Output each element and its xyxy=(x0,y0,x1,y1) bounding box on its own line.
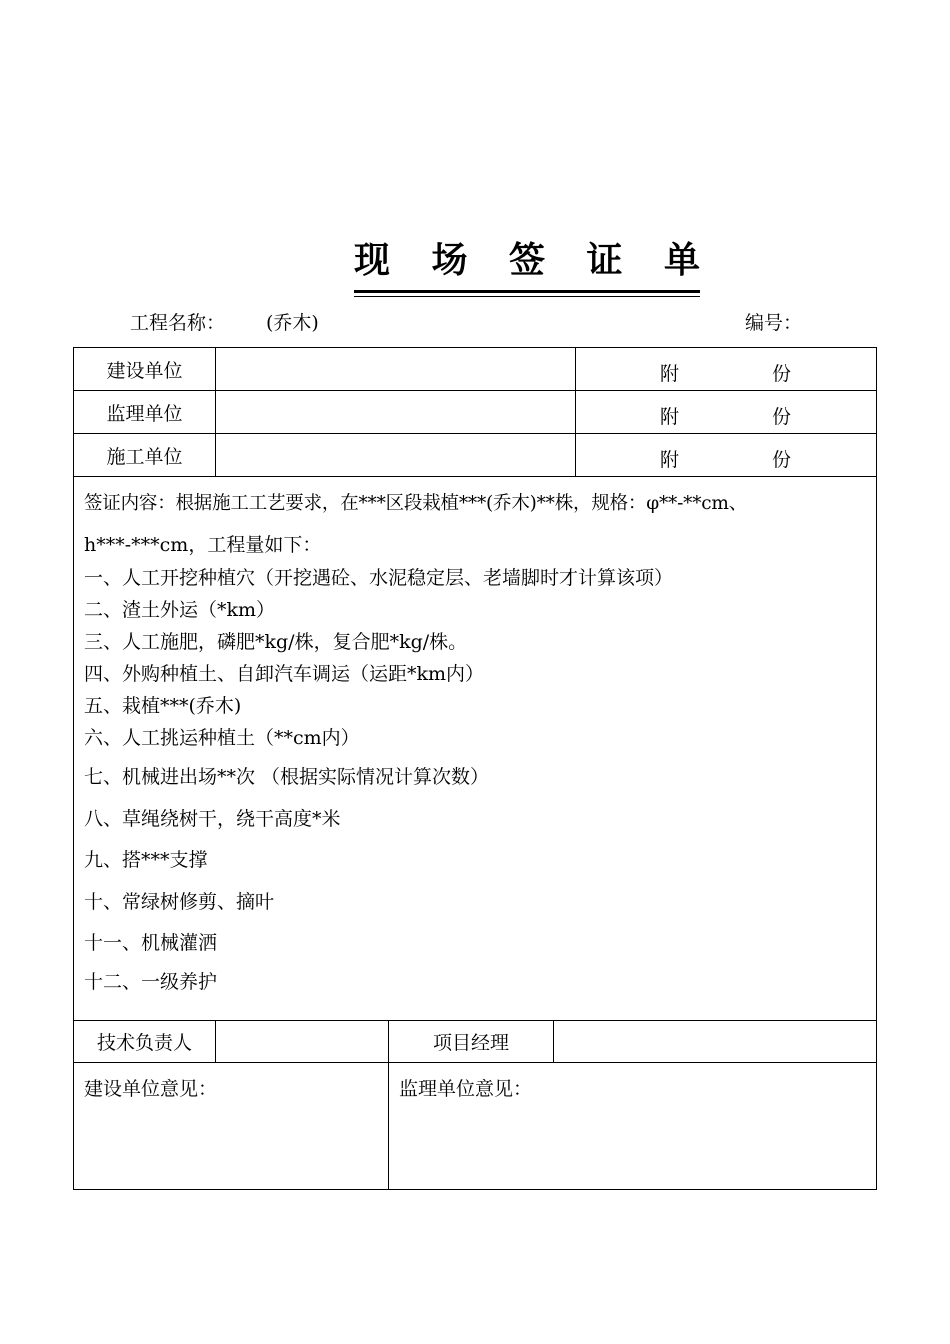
content-intro: h***-***cm，工程量如下： xyxy=(84,534,322,556)
contractor-unit-field[interactable] xyxy=(216,434,575,476)
number-label: 编号： xyxy=(745,312,803,334)
work-item: 二、渣土外运（*km） xyxy=(84,599,276,621)
attachment-label: 附 xyxy=(660,406,680,428)
project-name-label: 工程名称： xyxy=(130,312,226,334)
work-item: 七、机械进出场**次 （根据实际情况计算次数） xyxy=(84,766,490,788)
supervisor-unit-field[interactable] xyxy=(216,391,575,433)
work-item: 十二、一级养护 xyxy=(84,971,218,993)
work-item: 十一、机械灌洒 xyxy=(84,932,218,954)
attachment-label: 附 xyxy=(660,363,680,385)
work-item: 五、栽植***(乔木) xyxy=(84,695,242,717)
unit-label-supervisor: 监理单位 xyxy=(106,402,183,425)
work-item: 八、草绳绕树干，绕干高度*米 xyxy=(84,808,341,830)
title-char: 场 xyxy=(431,239,468,281)
page-title xyxy=(354,232,700,282)
tech-lead-label: 技术负责人 xyxy=(96,1032,192,1054)
owner-unit-field[interactable] xyxy=(216,348,575,390)
title-underline xyxy=(354,290,700,297)
row-divider xyxy=(73,476,877,477)
title-char: 签 xyxy=(508,239,545,281)
row-divider xyxy=(73,1062,877,1063)
work-item: 十、常绿树修剪、摘叶 xyxy=(84,891,275,913)
unit-label-contractor: 施工单位 xyxy=(106,445,183,468)
column-divider xyxy=(575,347,576,476)
title-char: 单 xyxy=(663,239,700,281)
work-item: 一、人工开挖种植穴（开挖遇砼、水泥稳定层、老墙脚时才计算该项） xyxy=(84,567,674,589)
tech-lead-field[interactable] xyxy=(216,1021,388,1062)
work-item: 四、外购种植土、自卸汽车调运（运距*km内） xyxy=(84,663,485,685)
supervisor-opinion-field[interactable] xyxy=(389,1100,876,1188)
project-manager-label: 项目经理 xyxy=(432,1032,509,1054)
work-item: 九、搭***支撑 xyxy=(84,849,208,871)
work-item: 六、人工挑运种植土（**cm内） xyxy=(84,727,360,749)
owner-opinion-label: 建设单位意见： xyxy=(84,1078,218,1100)
project-name-value[interactable]: (乔木) xyxy=(266,312,319,334)
title-char: 证 xyxy=(586,239,623,281)
title-char: 现 xyxy=(354,239,391,281)
copies-label: 份 xyxy=(772,363,792,385)
copies-label: 份 xyxy=(772,406,792,428)
attachment-label: 附 xyxy=(660,449,680,471)
content-intro: 签证内容：根据施工工艺要求，在***区段栽植***(乔木)**株，规格：φ**-**cm、 xyxy=(84,493,748,514)
copies-label: 份 xyxy=(772,449,792,471)
project-manager-field[interactable] xyxy=(554,1021,876,1062)
unit-label-owner: 建设单位 xyxy=(106,359,183,382)
owner-opinion-field[interactable] xyxy=(74,1100,388,1188)
work-item: 三、人工施肥，磷肥*kg/株，复合肥*kg/株。 xyxy=(84,631,468,653)
supervisor-opinion-label: 监理单位意见： xyxy=(399,1078,533,1100)
